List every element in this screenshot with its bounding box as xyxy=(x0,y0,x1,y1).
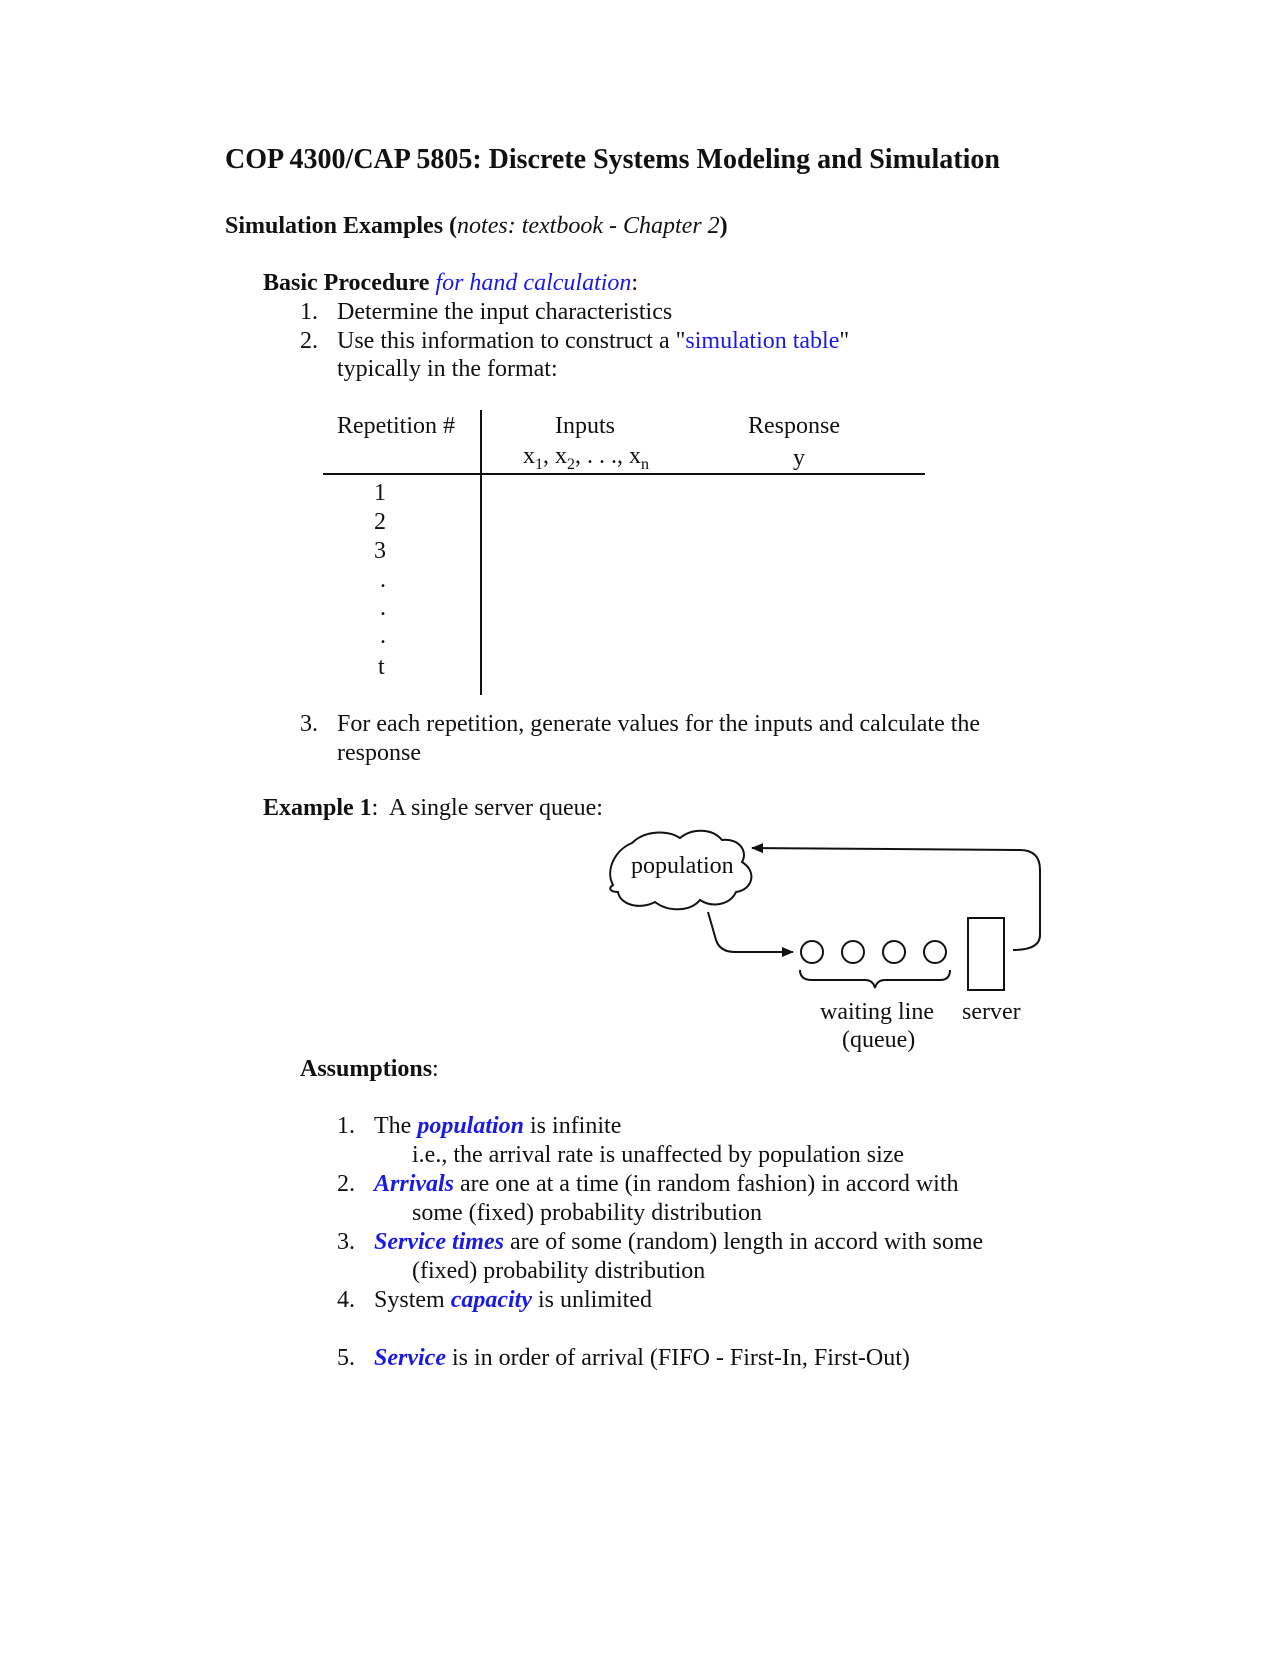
section-heading: Simulation Examples (notes: textbook - Chapter 2) xyxy=(225,213,728,239)
page-title: COP 4300/CAP 5805: Discrete Systems Modeling and Simulation xyxy=(225,144,1000,175)
basic-procedure-qualifier: for hand calculation xyxy=(435,270,632,296)
assumptions-heading: Assumptions: xyxy=(300,1056,439,1082)
table-row-number: 3 xyxy=(374,538,386,564)
col-inputs-header: Inputs xyxy=(555,413,615,439)
assumption-4: System capacity is unlimited xyxy=(374,1287,652,1313)
section-note: notes: textbook - Chapter 2 xyxy=(457,213,720,239)
customer-circle xyxy=(801,941,823,963)
assumption-num: 5. xyxy=(337,1345,355,1371)
customer-circle xyxy=(883,941,905,963)
customer-circle xyxy=(842,941,864,963)
queue-label: (queue) xyxy=(842,1027,916,1053)
assumption-1-line2: i.e., the arrival rate is unaffected by population size xyxy=(412,1142,905,1168)
basic-procedure-heading: Basic Procedure for hand calculation: xyxy=(263,270,639,296)
server-label: server xyxy=(962,999,1021,1025)
table-row-number: 2 xyxy=(374,509,386,535)
table-row-ellipsis: . xyxy=(380,623,386,649)
table-row-ellipsis: . xyxy=(380,567,386,593)
step-3-num: 3. xyxy=(300,711,318,737)
assumption-num: 2. xyxy=(337,1171,355,1197)
inputs-variables: $x_1$, $x_2$, . . ., $x_n$ xyxy=(523,443,649,473)
col-response-header: Response xyxy=(748,413,840,439)
arrival-arrow xyxy=(708,912,793,952)
step-3-line2: response xyxy=(337,740,421,766)
step-2-text: Use this information to construct a "simulation table" xyxy=(337,328,850,354)
term-population: population xyxy=(417,1113,525,1139)
assumption-num: 1. xyxy=(337,1113,355,1139)
customer-circle xyxy=(924,941,946,963)
term-arrivals: Arrivals xyxy=(374,1171,455,1197)
table-row-number: 1 xyxy=(374,480,386,506)
assumption-2-line2: some (fixed) probability distribution xyxy=(412,1200,762,1226)
step-2-num: 2. xyxy=(300,328,318,354)
return-arrow xyxy=(752,848,1040,950)
simulation-table-link: simulation table xyxy=(685,328,840,354)
response-variable: y xyxy=(793,445,805,471)
section-heading-text: Simulation Examples xyxy=(225,213,444,239)
assumption-3: Service times are of some (random) length in accord with some xyxy=(374,1229,984,1255)
assumption-5: Service is in order of arrival (FIFO - First-In, First-Out) xyxy=(374,1345,910,1371)
step-3-text: For each repetition, generate values for the inputs and calculate the xyxy=(337,711,981,737)
term-service: Service xyxy=(374,1345,446,1371)
population-label: population xyxy=(631,853,734,879)
step-2-line2: typically in the format: xyxy=(337,356,558,382)
assumption-1: The population is infinite xyxy=(374,1113,622,1139)
assumption-num: 4. xyxy=(337,1287,355,1313)
term-service-times: Service times xyxy=(374,1229,504,1255)
table-row-ellipsis: . xyxy=(380,595,386,621)
example-1-heading: Example 1: A single server queue: xyxy=(263,795,603,821)
assumption-2: Arrivals are one at a time (in random fashion) in accord with xyxy=(374,1171,959,1197)
step-1-text: Determine the input characteristics xyxy=(337,299,673,325)
server-box xyxy=(968,918,1004,990)
col-repetition-header: Repetition # xyxy=(337,413,455,439)
table-row-number: t xyxy=(378,654,385,680)
assumption-num: 3. xyxy=(337,1229,355,1255)
step-1-num: 1. xyxy=(300,299,318,325)
assumption-3-line2: (fixed) probability distribution xyxy=(412,1258,706,1284)
waiting-line-brace xyxy=(800,970,950,988)
waiting-line-label: waiting line xyxy=(820,999,934,1025)
term-capacity: capacity xyxy=(450,1287,532,1313)
